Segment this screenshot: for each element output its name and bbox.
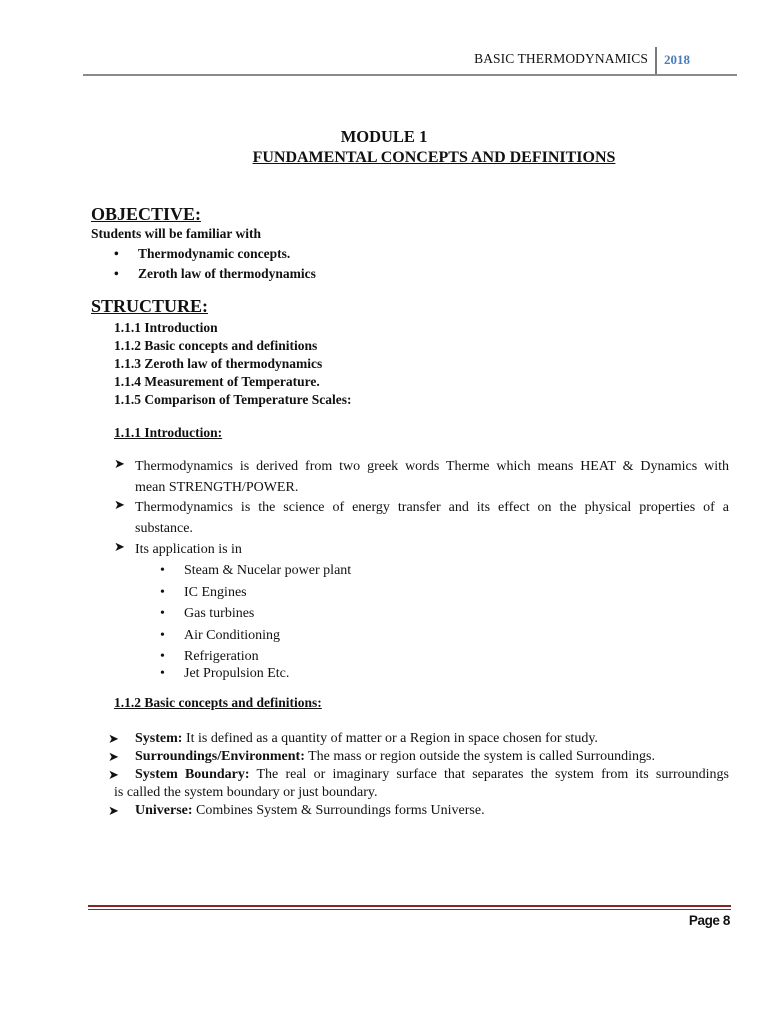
objective-item: • Zeroth law of thermodynamics: [114, 264, 316, 284]
introduction-point: [114, 539, 729, 560]
definition-item: [108, 730, 729, 748]
definition-text: Combines System & Surroundings forms Universe.: [192, 803, 485, 818]
structure-item: 1.1.3 Zeroth law of thermodynamics: [114, 356, 323, 371]
introduction-heading: 1.1.1 Introduction:: [114, 425, 223, 440]
introduction-point-line: Its application is in: [135, 542, 242, 557]
running-header-title: BASIC THERMODYNAMICS: [474, 51, 648, 66]
structure-item: 1.1.4 Measurement of Temperature.: [114, 374, 320, 389]
header-rule: [83, 74, 737, 76]
module-subtitle: FUNDAMENTAL CONCEPTS AND DEFINITIONS: [252, 149, 616, 166]
applications-list: [160, 560, 351, 685]
structure-heading: STRUCTURE:: [91, 296, 209, 316]
definition-term: Surroundings/Environment:: [135, 749, 305, 764]
structure-item: 1.1.5 Comparison of Temperature Scales:: [114, 392, 352, 407]
introduction-point: [114, 456, 729, 498]
footer-rule-thin: [88, 909, 731, 910]
definition-term: Universe:: [135, 803, 193, 818]
application-item: • IC Engines: [160, 582, 351, 604]
arrow-bullet-icon: ➤: [114, 497, 125, 512]
introduction-point-line: mean STRENGTH/POWER.: [135, 480, 299, 495]
application-item: • Steam & Nucelar power plant: [160, 560, 351, 582]
arrow-bullet-icon: ➤: [108, 749, 119, 764]
objective-list: [114, 244, 316, 283]
arrow-bullet-icon: ➤: [114, 456, 125, 471]
definition-item: [108, 766, 729, 784]
structure-item: 1.1.2 Basic concepts and definitions: [114, 338, 318, 353]
arrow-bullet-icon: ➤: [108, 767, 119, 782]
definition-continuation: is called the system boundary or just boundary.: [114, 785, 378, 800]
arrow-bullet-icon: ➤: [114, 539, 125, 554]
introduction-point: [114, 497, 729, 539]
definition-term: System:: [135, 731, 183, 746]
introduction-point-line: substance.: [135, 521, 193, 536]
application-item: • Air Conditioning: [160, 625, 351, 647]
module-subtitle-wrap: [0, 149, 768, 167]
basics-heading: 1.1.2 Basic concepts and definitions:: [114, 695, 322, 710]
page-number: Page 8: [688, 913, 730, 928]
definition-item: [108, 802, 729, 820]
arrow-bullet-icon: ➤: [108, 731, 119, 746]
objective-heading: OBJECTIVE:: [91, 204, 202, 224]
application-item: • Refrigeration: [160, 646, 351, 668]
introduction-point-line: Thermodynamics is the science of energy transfer and its effect on the physical properties of a: [135, 500, 729, 515]
footer-rule: [88, 905, 731, 907]
running-header-year: 2018: [664, 52, 690, 67]
definition-text: It is defined as a quantity of matter or a Region in space chosen for study.: [182, 731, 598, 746]
arrow-bullet-icon: ➤: [108, 803, 119, 818]
application-item: • Gas turbines: [160, 603, 351, 625]
header-divider: [655, 47, 657, 74]
definition-item: [108, 748, 729, 766]
definition-text: The real or imaginary surface that separates the system from its surroundings: [249, 767, 729, 782]
module-title: MODULE 1: [340, 127, 428, 146]
application-item: • Jet Propulsion Etc.: [160, 663, 351, 685]
structure-list: [114, 319, 352, 409]
introduction-point-line: Thermodynamics is derived from two greek words Therme which means HEAT & Dynamics with: [135, 459, 729, 474]
definition-text: The mass or region outside the system is called Surroundings.: [304, 749, 655, 764]
structure-item: 1.1.1 Introduction: [114, 320, 218, 335]
objective-item: • Thermodynamic concepts.: [114, 244, 316, 264]
objective-intro: Students will be familiar with: [91, 226, 262, 241]
definition-term: System Boundary:: [135, 767, 250, 782]
